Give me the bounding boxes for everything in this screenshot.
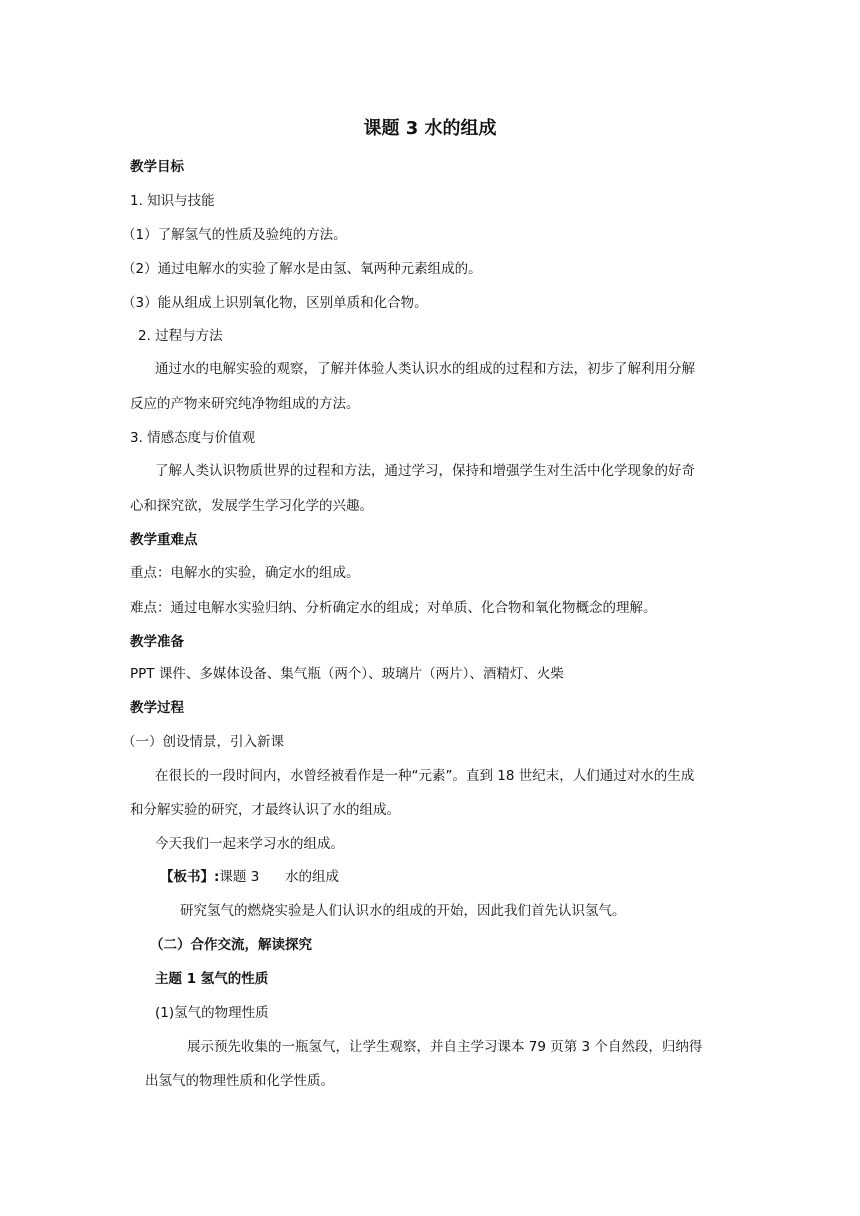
topic1-subheading: (1)氢气的物理性质 bbox=[155, 1005, 269, 1021]
preparation-heading: 教学准备 bbox=[130, 634, 184, 650]
part2-heading: （二）合作交流，解读探究 bbox=[150, 937, 312, 953]
knowledge-item: （3）能从组成上识别氧化物，区别单质和化合物。 bbox=[122, 295, 428, 311]
key-point: 重点：电解水的实验，确定水的组成。 bbox=[130, 565, 360, 581]
part1-text: 今天我们一起来学习水的组成。 bbox=[155, 836, 344, 852]
board-text: 课题 3 水的组成 bbox=[219, 869, 340, 885]
attitude-text: 了解人类认识物质世界的过程和方法，通过学习，保持和增强学生对生活中化学现象的好奇 bbox=[155, 463, 695, 479]
difficult-point: 难点：通过电解水实验归纳、分析确定水的组成；对单质、化合物和氧化物概念的理解。 bbox=[130, 600, 657, 616]
part1-text: 和分解实验的研究，才最终认识了水的组成。 bbox=[130, 802, 400, 818]
attitude-text: 心和探究欲，发展学生学习化学的兴趣。 bbox=[130, 498, 373, 514]
knowledge-heading: 1. 知识与技能 bbox=[130, 193, 215, 209]
knowledge-item: （1）了解氢气的性质及验纯的方法。 bbox=[122, 227, 347, 243]
board-note bbox=[160, 867, 339, 887]
preparation-text: PPT 课件、多媒体设备、集气瓶（两个）、玻璃片（两片）、酒精灯、火柴 bbox=[130, 666, 564, 682]
topic1-heading: 主题 1 氢气的性质 bbox=[155, 971, 269, 987]
attitude-heading: 3. 情感态度与价值观 bbox=[130, 430, 256, 446]
process-text: 通过水的电解实验的观察，了解并体验人类认识水的组成的过程和方法，初步了解利用分解 bbox=[155, 361, 695, 377]
process-section-heading: 教学过程 bbox=[130, 700, 184, 716]
process-heading: 2. 过程与方法 bbox=[138, 328, 223, 344]
objectives-heading: 教学目标 bbox=[130, 159, 184, 175]
topic1-text: 出氢气的物理性质和化学性质。 bbox=[145, 1073, 334, 1089]
part1-text: 在很长的一段时间内，水曾经被看作是一种“元素”。直到 18 世纪末，人们通过对水的生成 bbox=[155, 768, 695, 784]
board-label: 【板书】: bbox=[160, 869, 220, 885]
page-title: 课题 3 水的组成 bbox=[363, 118, 497, 139]
topic1-text: 展示预先收集的一瓶氢气，让学生观察，并自主学习课本 79 页第 3 个自然段，归纳得 bbox=[187, 1039, 703, 1055]
key-points-heading: 教学重难点 bbox=[130, 532, 198, 548]
knowledge-item: （2）通过电解水的实验了解水是由氢、氧两种元素组成的。 bbox=[122, 261, 482, 277]
part1-text: 研究氢气的燃烧实验是人们认识水的组成的开始，因此我们首先认识氢气。 bbox=[180, 903, 626, 919]
part1-heading: （一）创设情景，引入新课 bbox=[122, 734, 284, 750]
process-text: 反应的产物来研究纯净物组成的方法。 bbox=[130, 396, 360, 412]
